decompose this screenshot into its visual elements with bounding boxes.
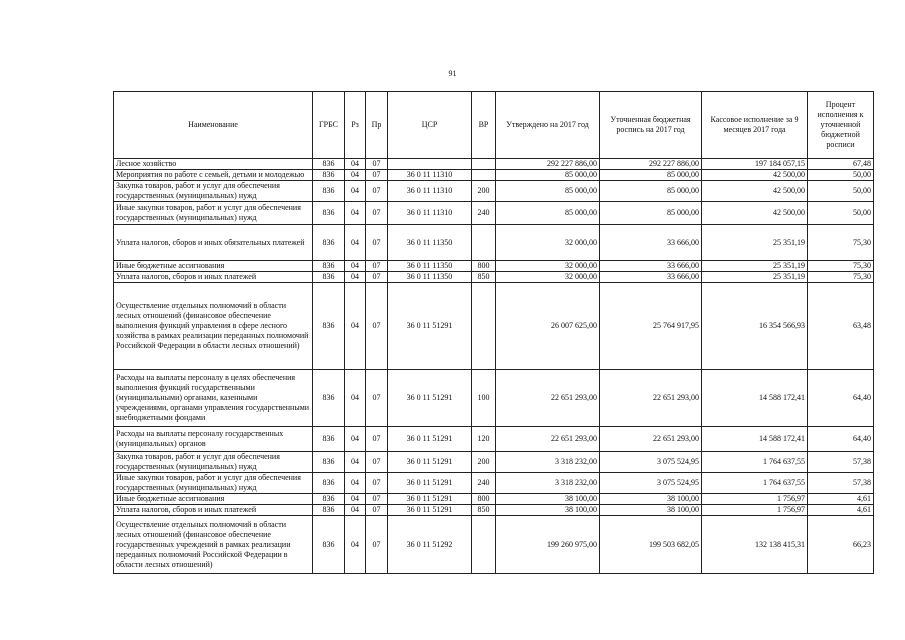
row-approved: 3 318 232,00 (496, 452, 600, 473)
row-refined: 3 075 524,95 (600, 452, 702, 473)
row-cash: 1 764 637,55 (702, 452, 808, 473)
table-row (114, 283, 874, 370)
row-pr: 07 (366, 452, 388, 473)
row-refined: 33 666,00 (600, 261, 702, 272)
row-refined: 85 000,00 (600, 202, 702, 225)
row-approved: 32 000,00 (496, 225, 600, 261)
table-row (114, 505, 874, 516)
table-row (114, 202, 874, 225)
row-name: Закупка товаров, работ и услуг для обеспечения государственных (муниципальных) нужд (114, 452, 313, 473)
header-vr: ВР (472, 92, 496, 159)
row-csr: 36 0 11 51291 (388, 452, 472, 473)
row-vr: 100 (472, 370, 496, 427)
row-csr: 36 0 11 11310 (388, 181, 472, 202)
row-vr: 200 (472, 452, 496, 473)
row-percent: 75,30 (808, 272, 874, 283)
table-row (114, 159, 874, 170)
row-name: Расходы на выплаты персоналу государственных (муниципальных) органов (114, 427, 313, 452)
row-approved: 38 100,00 (496, 494, 600, 505)
row-cash: 1 764 637,55 (702, 473, 808, 494)
row-percent: 66,23 (808, 516, 874, 574)
row-cash: 42 500,00 (702, 181, 808, 202)
row-vr: 120 (472, 427, 496, 452)
row-rz: 04 (345, 272, 366, 283)
row-cash: 1 756,97 (702, 494, 808, 505)
table-row (114, 452, 874, 473)
row-percent: 64,40 (808, 427, 874, 452)
row-rz: 04 (345, 181, 366, 202)
page-number: 91 (448, 69, 457, 78)
row-grbs: 836 (313, 516, 345, 574)
row-pr: 07 (366, 473, 388, 494)
row-approved: 22 651 293,00 (496, 427, 600, 452)
header-rz: Рз (345, 92, 366, 159)
row-refined: 25 764 917,95 (600, 283, 702, 370)
row-cash: 14 588 172,41 (702, 370, 808, 427)
table-row (114, 516, 874, 574)
row-pr: 07 (366, 505, 388, 516)
row-csr: 36 0 11 11310 (388, 170, 472, 181)
row-percent: 50,00 (808, 181, 874, 202)
header-approved: Утверждено на 2017 год (496, 92, 600, 159)
header-cash: Кассовое исполнение за 9 месяцев 2017 года (702, 92, 808, 159)
row-rz: 04 (345, 159, 366, 170)
row-percent: 67,48 (808, 159, 874, 170)
header-pr: Пр (366, 92, 388, 159)
row-csr: 36 0 11 51291 (388, 283, 472, 370)
table-row (114, 473, 874, 494)
row-cash: 14 588 172,41 (702, 427, 808, 452)
row-percent: 64,40 (808, 370, 874, 427)
header-grbs: ГРБС (313, 92, 345, 159)
row-grbs: 836 (313, 272, 345, 283)
row-refined: 3 075 524,95 (600, 473, 702, 494)
row-percent: 4,61 (808, 505, 874, 516)
table-row (114, 427, 874, 452)
row-csr (388, 159, 472, 170)
row-vr (472, 283, 496, 370)
row-approved: 22 651 293,00 (496, 370, 600, 427)
row-grbs: 836 (313, 494, 345, 505)
row-rz: 04 (345, 283, 366, 370)
row-cash: 132 138 415,31 (702, 516, 808, 574)
row-cash: 16 354 566,93 (702, 283, 808, 370)
header-csr: ЦСР (388, 92, 472, 159)
row-refined: 38 100,00 (600, 494, 702, 505)
row-rz: 04 (345, 494, 366, 505)
table-row (114, 225, 874, 261)
row-pr: 07 (366, 261, 388, 272)
row-grbs: 836 (313, 170, 345, 181)
header-refined: Уточненная бюджетная роспись на 2017 год (600, 92, 702, 159)
row-name: Расходы на выплаты персоналу в целях обеспечения выполнения функций государственными (муниципальными) органами, казенными учреждениями, органами управления государственными внебюджетными фондами (114, 370, 313, 427)
row-rz: 04 (345, 225, 366, 261)
row-percent: 50,00 (808, 202, 874, 225)
row-grbs: 836 (313, 505, 345, 516)
row-csr: 36 0 11 11310 (388, 202, 472, 225)
row-rz: 04 (345, 473, 366, 494)
row-refined: 199 503 682,05 (600, 516, 702, 574)
row-grbs: 836 (313, 283, 345, 370)
row-vr (472, 225, 496, 261)
row-rz: 04 (345, 516, 366, 574)
row-refined: 85 000,00 (600, 170, 702, 181)
row-csr: 36 0 11 51292 (388, 516, 472, 574)
row-name: Осуществление отдельных полномочий в области лесных отношений (финансовое обеспечение государственных учреждений в рамках реализации переданных полномочий Российской Федерации в области лесных отношений) (114, 516, 313, 574)
row-csr: 36 0 11 11350 (388, 272, 472, 283)
table-row (114, 181, 874, 202)
row-vr: 850 (472, 505, 496, 516)
row-name: Лесное хозяйство (114, 159, 313, 170)
row-cash: 25 351,19 (702, 261, 808, 272)
row-percent: 75,30 (808, 225, 874, 261)
row-name: Уплата налогов, сборов и иных платежей (114, 272, 313, 283)
table-row (114, 370, 874, 427)
row-csr: 36 0 11 51291 (388, 473, 472, 494)
row-name: Иные закупки товаров, работ и услуг для обеспечения государственных (муниципальных) нужд (114, 473, 313, 494)
table-header-row (114, 92, 874, 159)
row-refined: 22 651 293,00 (600, 370, 702, 427)
row-pr: 07 (366, 159, 388, 170)
row-pr: 07 (366, 494, 388, 505)
row-cash: 25 351,19 (702, 225, 808, 261)
row-approved: 199 260 975,00 (496, 516, 600, 574)
row-vr: 850 (472, 272, 496, 283)
header-percent: Процент исполнения к уточненной бюджетной росписи (808, 92, 874, 159)
row-approved: 32 000,00 (496, 272, 600, 283)
row-vr: 240 (472, 473, 496, 494)
row-cash: 42 500,00 (702, 170, 808, 181)
row-pr: 07 (366, 272, 388, 283)
row-approved: 38 100,00 (496, 505, 600, 516)
row-grbs: 836 (313, 427, 345, 452)
row-csr: 36 0 11 11350 (388, 225, 472, 261)
row-approved: 292 227 886,00 (496, 159, 600, 170)
row-grbs: 836 (313, 225, 345, 261)
row-cash: 197 184 057,15 (702, 159, 808, 170)
row-pr: 07 (366, 283, 388, 370)
row-csr: 36 0 11 11350 (388, 261, 472, 272)
row-name: Осуществление отдельных полномочий в области лесных отношений (финансовое обеспечение выполнения функций управления в сфере лесного хозяйства в рамках реализации переданных полномочий Российской Федерации в области лесных отношений) (114, 283, 313, 370)
row-rz: 04 (345, 202, 366, 225)
row-percent: 50,00 (808, 170, 874, 181)
row-grbs: 836 (313, 202, 345, 225)
row-name: Иные закупки товаров, работ и услуг для обеспечения государственных (муниципальных) нужд (114, 202, 313, 225)
row-refined: 33 666,00 (600, 272, 702, 283)
header-name: Наименование (114, 92, 313, 159)
row-rz: 04 (345, 170, 366, 181)
row-percent: 57,38 (808, 473, 874, 494)
row-rz: 04 (345, 261, 366, 272)
row-pr: 07 (366, 516, 388, 574)
row-approved: 3 318 232,00 (496, 473, 600, 494)
row-pr: 07 (366, 202, 388, 225)
row-vr: 200 (472, 181, 496, 202)
table-row (114, 261, 874, 272)
row-pr: 07 (366, 370, 388, 427)
row-pr: 07 (366, 427, 388, 452)
row-vr (472, 516, 496, 574)
row-approved: 85 000,00 (496, 170, 600, 181)
row-rz: 04 (345, 370, 366, 427)
row-approved: 26 007 625,00 (496, 283, 600, 370)
row-grbs: 836 (313, 370, 345, 427)
row-csr: 36 0 11 51291 (388, 494, 472, 505)
row-name: Иные бюджетные ассигнования (114, 494, 313, 505)
row-rz: 04 (345, 505, 366, 516)
table-row (114, 170, 874, 181)
row-percent: 75,30 (808, 261, 874, 272)
row-name: Иные бюджетные ассигнования (114, 261, 313, 272)
row-name: Мероприятия по работе с семьей, детьми и молодежью (114, 170, 313, 181)
row-name: Закупка товаров, работ и услуг для обеспечения государственных (муниципальных) нужд (114, 181, 313, 202)
row-vr: 240 (472, 202, 496, 225)
row-grbs: 836 (313, 181, 345, 202)
row-vr (472, 159, 496, 170)
row-refined: 85 000,00 (600, 181, 702, 202)
row-cash: 1 756,97 (702, 505, 808, 516)
row-refined: 22 651 293,00 (600, 427, 702, 452)
row-name: Уплата налогов, сборов и иных платежей (114, 505, 313, 516)
row-percent: 4,61 (808, 494, 874, 505)
row-refined: 38 100,00 (600, 505, 702, 516)
row-grbs: 836 (313, 452, 345, 473)
row-vr (472, 170, 496, 181)
row-vr: 800 (472, 494, 496, 505)
row-pr: 07 (366, 181, 388, 202)
row-approved: 85 000,00 (496, 202, 600, 225)
row-name: Уплата налогов, сборов и иных обязательных платежей (114, 225, 313, 261)
row-refined: 33 666,00 (600, 225, 702, 261)
row-grbs: 836 (313, 159, 345, 170)
row-pr: 07 (366, 225, 388, 261)
row-pr: 07 (366, 170, 388, 181)
row-approved: 85 000,00 (496, 181, 600, 202)
row-csr: 36 0 11 51291 (388, 427, 472, 452)
table-row (114, 494, 874, 505)
row-approved: 32 000,00 (496, 261, 600, 272)
table-row (114, 272, 874, 283)
row-rz: 04 (345, 452, 366, 473)
row-grbs: 836 (313, 473, 345, 494)
row-rz: 04 (345, 427, 366, 452)
row-cash: 25 351,19 (702, 272, 808, 283)
row-csr: 36 0 11 51291 (388, 505, 472, 516)
budget-execution-table (113, 91, 874, 574)
row-grbs: 836 (313, 261, 345, 272)
row-refined: 292 227 886,00 (600, 159, 702, 170)
row-percent: 57,38 (808, 452, 874, 473)
row-csr: 36 0 11 51291 (388, 370, 472, 427)
row-vr: 800 (472, 261, 496, 272)
row-cash: 42 500,00 (702, 202, 808, 225)
row-percent: 63,48 (808, 283, 874, 370)
